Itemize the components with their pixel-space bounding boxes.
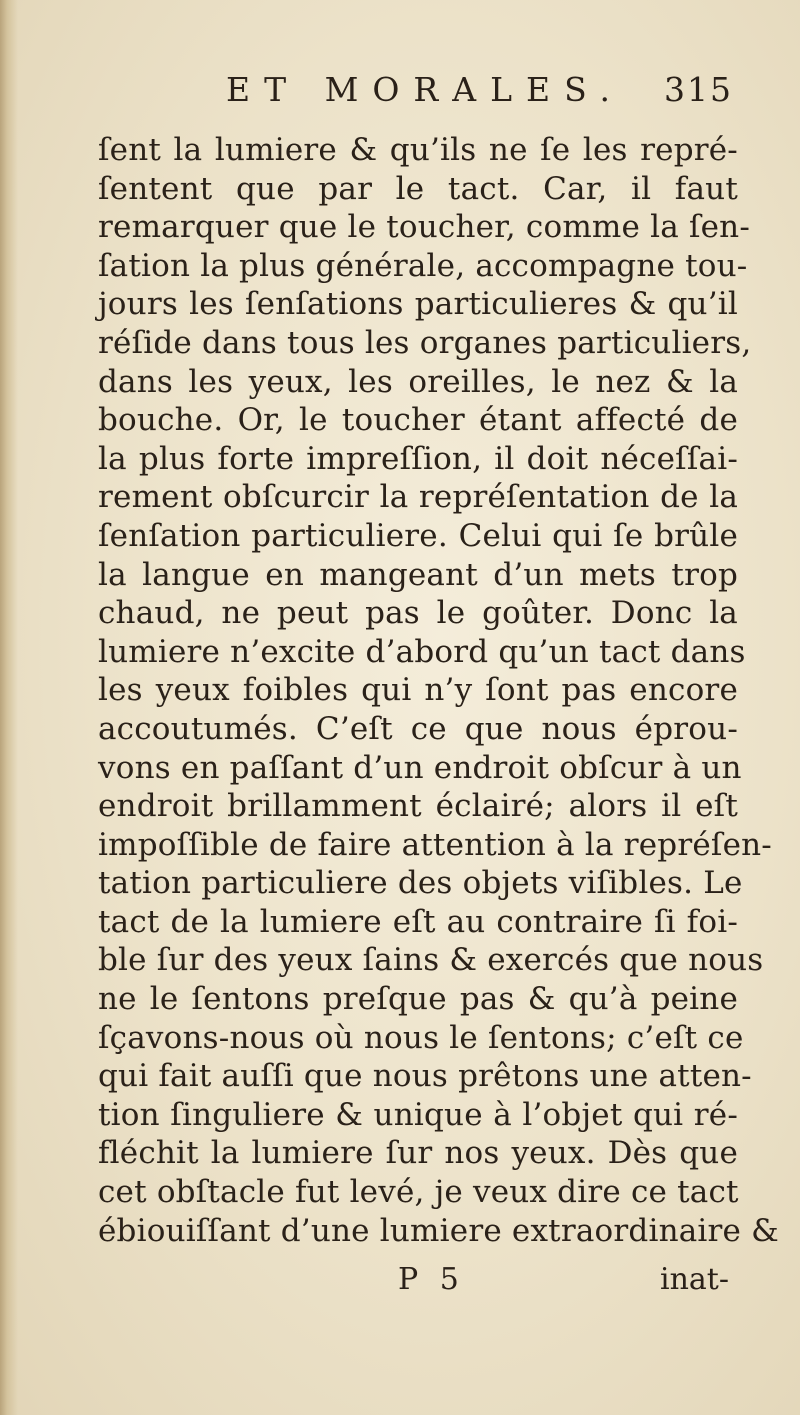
text-line: tion ſinguliere & unique à l’objet qui ré- (98, 1096, 738, 1133)
text-line: lumiere n’excite d’abord qu’un tact dans (98, 633, 746, 670)
text-line: la langue en mangeant d’un mets trop (98, 556, 738, 593)
text-line: ébiouiſſant d’une lumiere extraordinaire & (98, 1212, 779, 1249)
text-line: réſide dans tous les organes particuliers, (98, 324, 752, 361)
text-line: bouche. Or, le toucher étant affecté de (98, 402, 738, 439)
text-line: qui fait auſſi que nous prêtons une atten- (98, 1058, 752, 1095)
text-line: ne le ſentons preſque pas & qu’à peine (98, 981, 738, 1018)
page-binding-edge (0, 0, 18, 1415)
text-line: endroit brillamment éclairé; alors il eſt (98, 788, 738, 825)
text-line: ſenſation particuliere. Celui qui ſe brûle (98, 517, 738, 554)
text-line: remarquer que le toucher, comme la ſen- (98, 209, 751, 246)
text-line: jours les ſenſations particulieres & qu’il (98, 286, 738, 323)
text-line: ſçavons-nous où nous le ſentons; c’eſt ce (98, 1019, 744, 1056)
catchword: inat- (660, 1262, 729, 1297)
text-line: chaud, ne peut pas le goûter. Donc la (98, 595, 738, 632)
text-line: tact de la lumiere eſt au contraire ſi foi- (98, 903, 738, 940)
text-line: la plus forte impreſſion, il doit néceſſai- (98, 440, 738, 477)
text-line: ble ſur des yeux ſains & exercés que nous (98, 942, 764, 979)
text-line: ſentent que par le tact. Car, il faut (98, 170, 738, 207)
body-text (98, 131, 779, 1250)
text-line: cet obſtacle fut levé, je veux dire ce tact (98, 1174, 739, 1211)
text-line: les yeux foibles qui n’y ſont pas encore (98, 672, 738, 709)
text-line: ſent la lumiere & qu’ils ne ſe les repré- (98, 132, 738, 168)
text-line: ſation la plus générale, accompagne tou- (98, 247, 748, 284)
text-line: accoutumés. C’eſt ce que nous éprou- (98, 710, 738, 747)
text-line: tation particuliere des objets viſibles. Le (98, 865, 743, 902)
page-header (0, 66, 800, 116)
running-head: ET MORALES. (226, 70, 625, 109)
text-line: impoſſible de faire attention à la repréſen- (98, 826, 772, 863)
text-line: vons en paſſant d’un endroit obſcur à un (98, 749, 742, 786)
page-number: 315 (664, 70, 733, 109)
signature-mark: P 5 (398, 1262, 465, 1297)
text-line: rement obſcurcir la repréſentation de la (98, 479, 738, 516)
text-line: dans les yeux, les oreilles, le nez & la (98, 363, 738, 400)
text-line: fléchit la lumiere ſur nos yeux. Dès que (98, 1135, 738, 1172)
page-footer (0, 1262, 800, 1302)
